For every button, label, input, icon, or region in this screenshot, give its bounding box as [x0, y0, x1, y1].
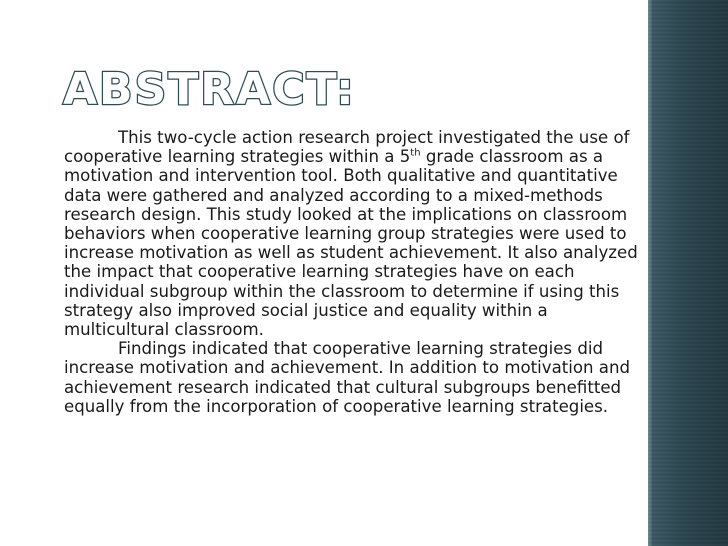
abstract-body: [64, 128, 644, 416]
slide-title: ABSTRACT:: [63, 64, 356, 115]
abstract-paragraph-1: [64, 128, 644, 339]
paragraph-1-text-start: This two-cycle action research project investigated the use of cooperative learning strategies within a 5: [64, 128, 630, 167]
decorative-side-band: [648, 0, 728, 546]
ordinal-superscript: th: [410, 147, 421, 159]
paragraph-1-text-end: grade classroom as a motivation and intervention tool. Both qualitative and quantitative data were gathered and analyzed according to a mixed-methods research design. This study looked at the implications on classroom behaviors when cooperative learning group strategies were used to increase motivation as well as student achievement. It also analyzed the impact that cooperative learning strategies have on each individual subgroup within the classroom to determine if using this strategy also improved social justice and equality within a multicultural classroom.: [64, 147, 638, 340]
abstract-paragraph-2: Findings indicated that cooperative learning strategies did increase motivation and achievement. In addition to motivation and achievement research indicated that cultural subgroups benefitted equally from the incorporation of cooperative learning strategies.: [64, 339, 631, 416]
